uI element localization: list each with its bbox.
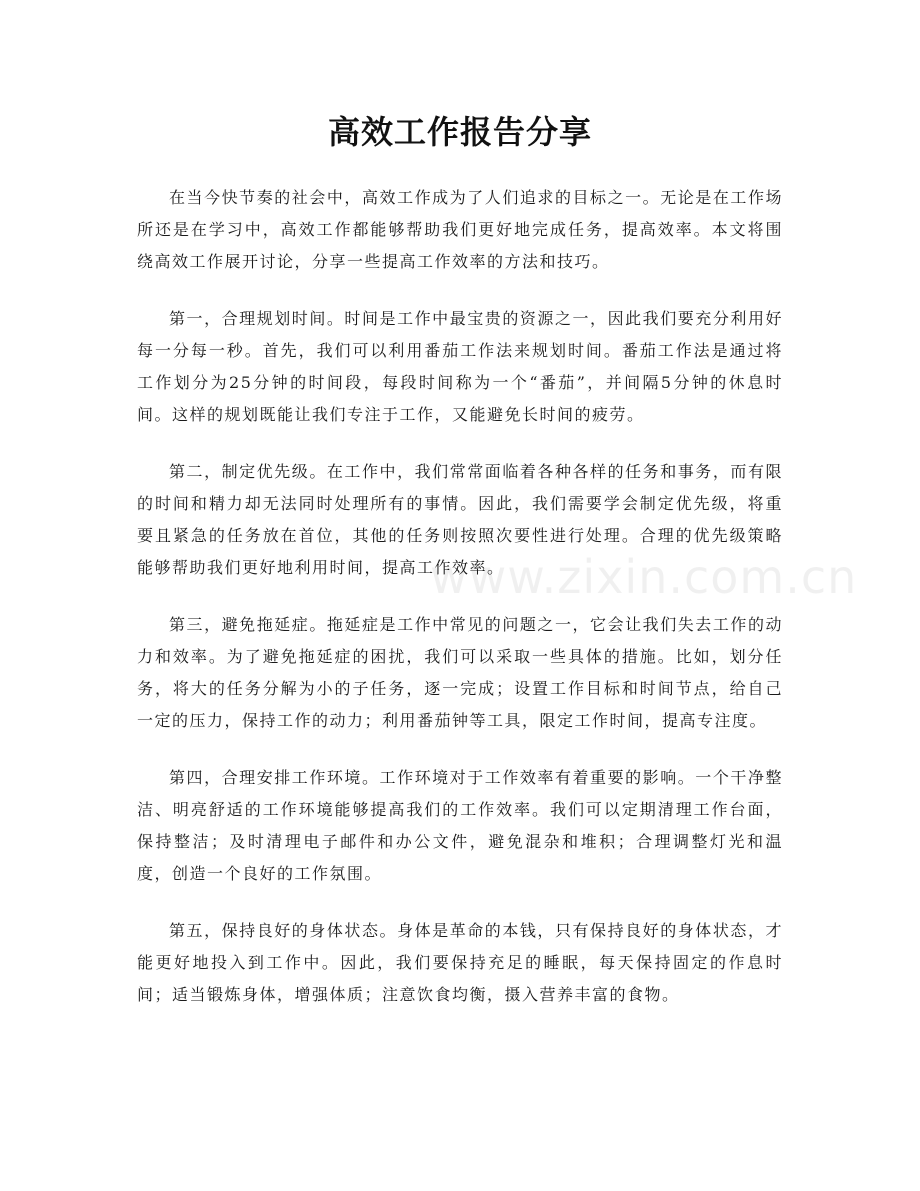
paragraph-work-environment: 第四，合理安排工作环境。工作环境对于工作效率有着重要的影响。一个干净整洁、明亮舒适的工作环境能够提高我们的工作效率。我们可以定期清理工作台面，保持整洁；及时清理电子邮件和办公文件，避免混杂和堆积；合理调整灯光和温度，创造一个良好的工作氛围。	[137, 768, 783, 883]
document-body	[137, 182, 783, 1036]
watermark: www.zixin.com.cn	[430, 550, 858, 604]
paragraph-physical-condition: 第五，保持良好的身体状态。身体是革命的本钱，只有保持良好的身体状态，才能更好地投入到工作中。因此，我们要保持充足的睡眠，每天保持固定的作息时间；适当锻炼身体，增强体质；注意饮食均衡，摄入营养丰富的食物。	[137, 921, 783, 1004]
paragraph-procrastination: 第三，避免拖延症。拖延症是工作中常见的问题之一，它会让我们失去工作的动力和效率。为了避免拖延症的困扰，我们可以采取一些具体的措施。比如，划分任务，将大的任务分解为小的子任务，逐一完成；设置工作目标和时间节点，给自己一定的压力，保持工作的动力；利用番茄钟等工具，限定工作时间，提高专注度。	[137, 615, 783, 730]
paragraph-time-planning: 第一，合理规划时间。时间是工作中最宝贵的资源之一，因此我们要充分利用好每一分每一秒。首先，我们可以利用番茄工作法来规划时间。番茄工作法是通过将工作划分为25分钟的时间段，每段时间称为一个“番茄”，并间隔5分钟的休息时间。这样的规划既能让我们专注于工作，又能避免长时间的疲劳。	[137, 309, 783, 424]
document-title: 高效工作报告分享	[327, 113, 592, 151]
paragraph-intro: 在当今快节奏的社会中，高效工作成为了人们追求的目标之一。无论是在工作场所还是在学习中，高效工作都能够帮助我们更好地完成任务，提高效率。本文将围绕高效工作展开讨论，分享一些提高工作效率的方法和技巧。	[137, 188, 783, 271]
paragraph-priorities: 第二，制定优先级。在工作中，我们常常面临着各种各样的任务和事务，而有限的时间和精力却无法同时处理所有的事情。因此，我们需要学会制定优先级，将重要且紧急的任务放在首位，其他的任务则按照次要性进行处理。合理的优先级策略能够帮助我们更好地利用时间，提高工作效率。	[137, 462, 783, 577]
